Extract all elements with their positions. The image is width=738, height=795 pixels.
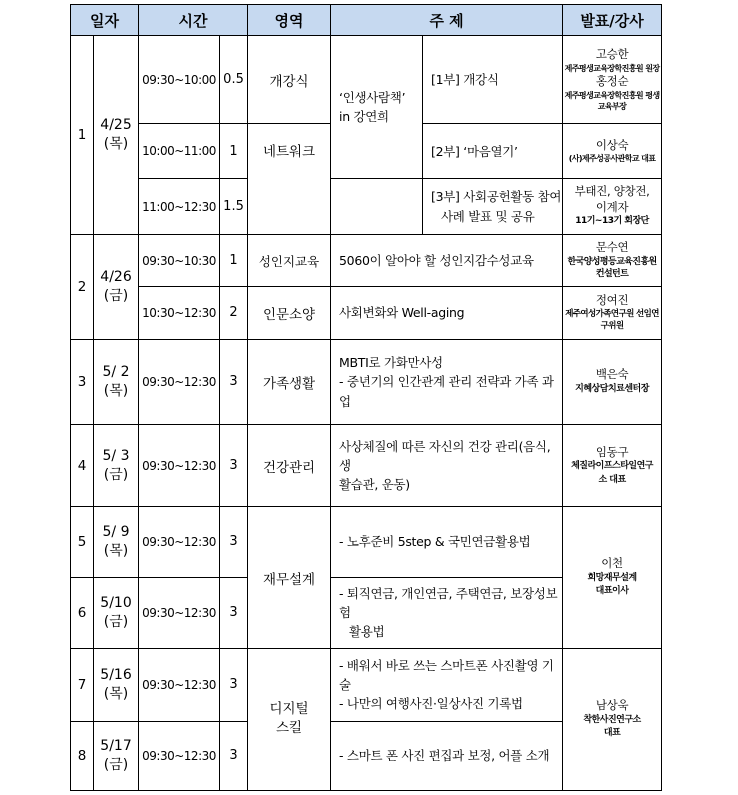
session-time: 11:00~12:30 <box>139 179 220 235</box>
row-date <box>94 507 139 577</box>
session-time: 09:30~12:30 <box>139 425 220 507</box>
session-area: 네트워크 <box>248 124 331 235</box>
row-date <box>94 577 139 648</box>
session-speaker <box>563 648 662 790</box>
table-row <box>71 36 662 124</box>
session-area: 성인지교육 <box>248 235 331 287</box>
session-topic: [2부] ‘마음열기’ <box>423 124 563 179</box>
session-hours: 1.5 <box>220 179 248 235</box>
session-hours: 0.5 <box>220 36 248 124</box>
speaker-name: 문수연 <box>595 240 629 255</box>
date-weekday: (목) <box>103 542 129 559</box>
session-time: 09:30~12:30 <box>139 721 220 790</box>
topic-spacer <box>331 179 423 235</box>
session-topic: - 스마트 폰 사진 편집과 보정, 어플 소개 <box>331 721 563 790</box>
session-hours: 3 <box>220 721 248 790</box>
topic-line: 활용법 <box>349 624 385 640</box>
session-topic <box>331 425 563 507</box>
session-time: 09:30~10:00 <box>139 36 220 124</box>
row-date <box>94 36 139 235</box>
date-day: 5/17 <box>100 738 132 754</box>
row-index: 3 <box>71 339 94 424</box>
row-index: 5 <box>71 507 94 577</box>
session-area: 인문소양 <box>248 286 331 339</box>
speaker-affiliation: 제주평생교육장학진흥원 평생교육부장 <box>564 90 660 111</box>
session-topic: [1부] 개강식 <box>423 36 563 124</box>
session-hours: 3 <box>220 339 248 424</box>
session-area: 개강식 <box>248 36 331 124</box>
session-hours: 1 <box>220 124 248 179</box>
session-area: 건강관리 <box>248 425 331 507</box>
session-hours: 3 <box>220 507 248 577</box>
topic-line: - 중년기의 인간관계 관리 전략과 가족 과업 <box>339 374 554 409</box>
session-time: 09:30~12:30 <box>139 339 220 424</box>
session-time: 09:30~12:30 <box>139 577 220 648</box>
speaker-affiliation: 제주여성가족연구원 선임연구위원 <box>565 308 659 331</box>
session-speaker <box>563 36 662 124</box>
date-day: 4/25 <box>100 117 132 134</box>
topic-line: - 나만의 여행사진·일상사진 기록법 <box>339 696 523 712</box>
session-time: 09:30~12:30 <box>139 507 220 577</box>
topic-line: 사상체질에 따른 자신의 건강 관리(음식, 생 <box>339 438 551 474</box>
session-speaker <box>563 235 662 287</box>
table-row <box>71 286 662 339</box>
table-row <box>71 648 662 721</box>
row-index: 4 <box>71 425 94 507</box>
schedule-table <box>70 4 662 791</box>
session-hours: 3 <box>220 425 248 507</box>
header-date: 일자 <box>71 5 139 36</box>
date-weekday: (목) <box>103 685 129 702</box>
date-weekday: (목) <box>103 382 129 399</box>
speaker-name: 정여진 <box>595 293 629 308</box>
speaker-name: 부태진, 양창전, <box>574 184 650 199</box>
date-weekday: (금) <box>103 466 129 483</box>
speaker-affiliation: 체질라이프스타일연구소 대표 <box>571 461 654 485</box>
header-row <box>71 5 662 36</box>
session-topic <box>331 339 563 424</box>
session-hours: 1 <box>220 235 248 287</box>
session-hours: 3 <box>220 577 248 648</box>
date-day: 5/16 <box>100 666 132 683</box>
table-row <box>71 425 662 507</box>
row-index: 7 <box>71 648 94 721</box>
shared-topic-title: ‘인생사람책’ <box>339 89 406 105</box>
session-hours: 3 <box>220 648 248 721</box>
table-row <box>71 507 662 577</box>
date-weekday: (금) <box>103 613 129 630</box>
session-topic: 5060이 알아야 할 성인지감수성교육 <box>331 235 563 287</box>
topic-line: - 퇴직연금, 개인연금, 주택연금, 보장성보험 <box>339 585 558 620</box>
row-date <box>94 721 139 790</box>
speaker-name: 고승한 <box>595 47 629 62</box>
speaker-affiliation: 대표이사 <box>595 586 629 597</box>
row-date <box>94 425 139 507</box>
shared-topic-speaker: in 강연희 <box>339 109 389 125</box>
row-index: 2 <box>71 235 94 340</box>
date-weekday: (금) <box>103 756 129 773</box>
session-speaker <box>563 286 662 339</box>
table-row <box>71 339 662 424</box>
table-row <box>71 235 662 287</box>
session-area: 가족생활 <box>248 339 331 424</box>
session-speaker <box>563 425 662 507</box>
speaker-name: 임동구 <box>595 444 629 459</box>
header-time: 시간 <box>139 5 248 36</box>
session-topic <box>331 577 563 648</box>
speaker-affiliation: 지혜상담치료센터장 <box>575 383 649 394</box>
session-speaker <box>563 124 662 179</box>
speaker-affiliation: 제주평생교육장학진흥원 원장 <box>564 63 660 73</box>
speaker-name: 이상숙 <box>595 137 629 152</box>
topic-line: 활습관, 운동) <box>339 477 410 493</box>
session-topic <box>331 648 563 721</box>
session-area <box>248 648 331 790</box>
date-day: 4/26 <box>100 269 132 286</box>
row-index: 8 <box>71 721 94 790</box>
topic-line: [3부] 사회공헌활동 참여 <box>431 189 562 205</box>
row-index: 1 <box>71 36 94 235</box>
header-area: 영역 <box>248 5 331 36</box>
session-speaker <box>563 339 662 424</box>
topic-line: MBTI로 가화만사성 <box>339 354 443 370</box>
shared-topic <box>331 36 423 179</box>
date-day: 5/ 3 <box>102 447 130 464</box>
row-date <box>94 339 139 424</box>
date-day: 5/10 <box>100 594 132 611</box>
topic-line: 사례 발표 및 공유 <box>441 208 535 224</box>
header-topic: 주 제 <box>331 5 563 36</box>
date-day: 5/ 2 <box>102 364 130 381</box>
speaker-affiliation: (사)제주성공사관학교 대표 <box>568 154 656 164</box>
session-time: 10:30~12:30 <box>139 286 220 339</box>
session-topic: 사회변화와 Well-aging <box>331 286 563 339</box>
area-line: 스킬 <box>275 720 303 737</box>
session-time: 09:30~10:30 <box>139 235 220 287</box>
session-speaker <box>563 507 662 648</box>
speaker-name: 이계자 <box>595 199 629 214</box>
session-speaker <box>563 179 662 235</box>
speaker-name: 백은숙 <box>595 367 629 382</box>
speaker-affiliation: 대표 <box>603 728 621 739</box>
session-topic <box>423 179 563 235</box>
date-day: 5/ 9 <box>102 524 130 541</box>
session-topic: - 노후준비 5step & 국민연금활용법 <box>331 507 563 577</box>
speaker-name: 홍정순 <box>595 74 629 89</box>
session-hours: 2 <box>220 286 248 339</box>
date-weekday: (금) <box>103 287 129 304</box>
speaker-affiliation: 한국양성평등교육진흥원 컨설턴트 <box>567 256 657 280</box>
speaker-affiliation: 11기~13기 회장단 <box>575 216 649 227</box>
speaker-name: 이천 <box>601 556 623 571</box>
row-date <box>94 648 139 721</box>
session-time: 10:00~11:00 <box>139 124 220 179</box>
row-index: 6 <box>71 577 94 648</box>
session-time: 09:30~12:30 <box>139 648 220 721</box>
topic-line: - 배워서 바로 쓰는 스마트폰 사진촬영 기술 <box>339 657 554 693</box>
session-area: 재무설계 <box>248 507 331 648</box>
header-speaker: 발표/강사 <box>563 5 662 36</box>
speaker-affiliation: 희망재무설계 <box>587 572 637 583</box>
area-line: 디지털 <box>269 701 309 718</box>
speaker-affiliation: 착한사진연구소 <box>583 714 641 725</box>
table-row <box>71 179 662 235</box>
date-weekday: (목) <box>103 136 129 153</box>
speaker-name: 남상욱 <box>595 698 629 713</box>
row-date <box>94 235 139 340</box>
